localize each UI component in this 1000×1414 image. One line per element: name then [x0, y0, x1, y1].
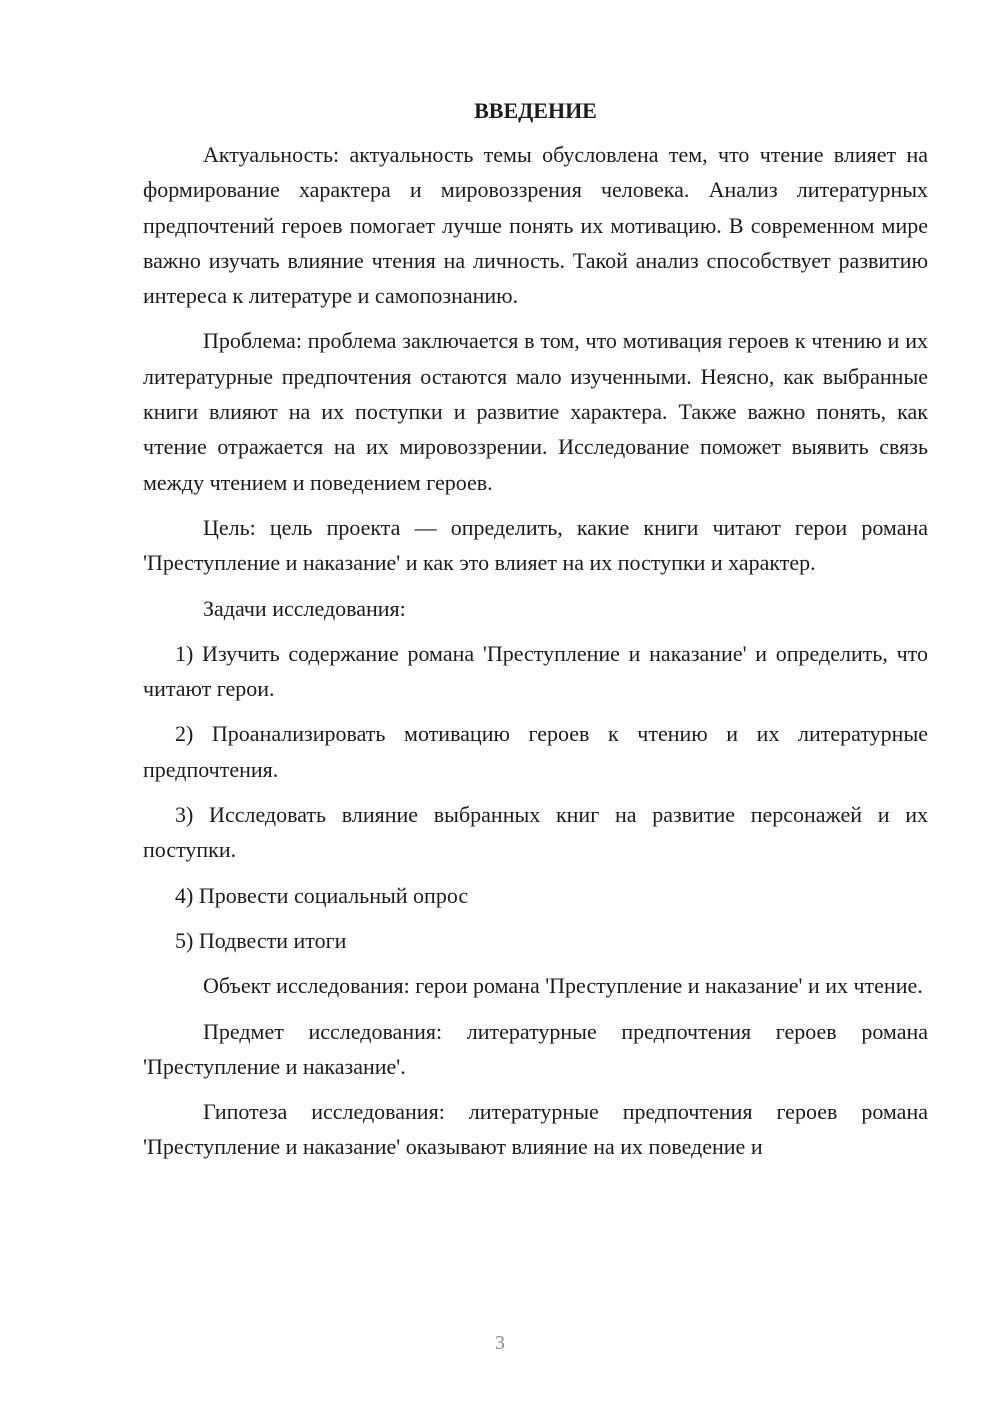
paragraph-object: Объект исследования: герои романа 'Преступление и наказание' и их чтение. — [203, 973, 923, 999]
task-item-5: 5) Подвести итоги — [175, 927, 347, 953]
paragraph-relevance: Актуальность: актуальность темы обусловлена тем, что чтение влияет на формирование характера и мировоззрения человека. Анализ литературных предпочтений героев помогает лучше понять их мотивацию. В современном мире важно изучать влияние чтения на личность. Такой анализ способствует развитию интереса к литературе и самопознанию. — [143, 142, 928, 309]
task-item-2: 2) Проанализировать мотивацию героев к чтению и их литературные предпочтения. — [143, 721, 928, 782]
document-body — [143, 95, 928, 1175]
paragraph-tasks-heading: Задачи исследования: — [203, 595, 406, 621]
paragraph-hypothesis: Гипотеза исследования: литературные предпочтения героев романа 'Преступление и наказание' оказывают влияние на их поведение и — [143, 1099, 928, 1160]
paragraph-goal: Цель: цель проекта — определить, какие книги читают герои романа 'Преступление и наказание' и как это влияет на их поступки и характер. — [143, 514, 928, 576]
task-item-4: 4) Провести социальный опрос — [175, 882, 469, 908]
task-item-3: 3) Исследовать влияние выбранных книг на развитие персонажей и их поступки. — [143, 802, 928, 863]
page-number: 3 — [495, 1332, 505, 1354]
paragraph-problem: Проблема: проблема заключается в том, что мотивация героев к чтению и их литературные предпочтения остаются мало изученными. Неясно, как выбранные книги влияют на их поступки и развитие характера. Также важно понять, как чтение отражается на их мировоззрении. Исследование поможет выявить связь между чтением и поведением героев. — [143, 328, 928, 495]
task-item-1: 1) Изучить содержание романа 'Преступление и наказание' и определить, что читают герои. — [143, 640, 928, 702]
paragraph-subject: Предмет исследования: литературные предпочтения героев романа 'Преступление и наказание'. — [143, 1018, 928, 1079]
section-heading: ВВЕДЕНИЕ — [474, 98, 597, 123]
